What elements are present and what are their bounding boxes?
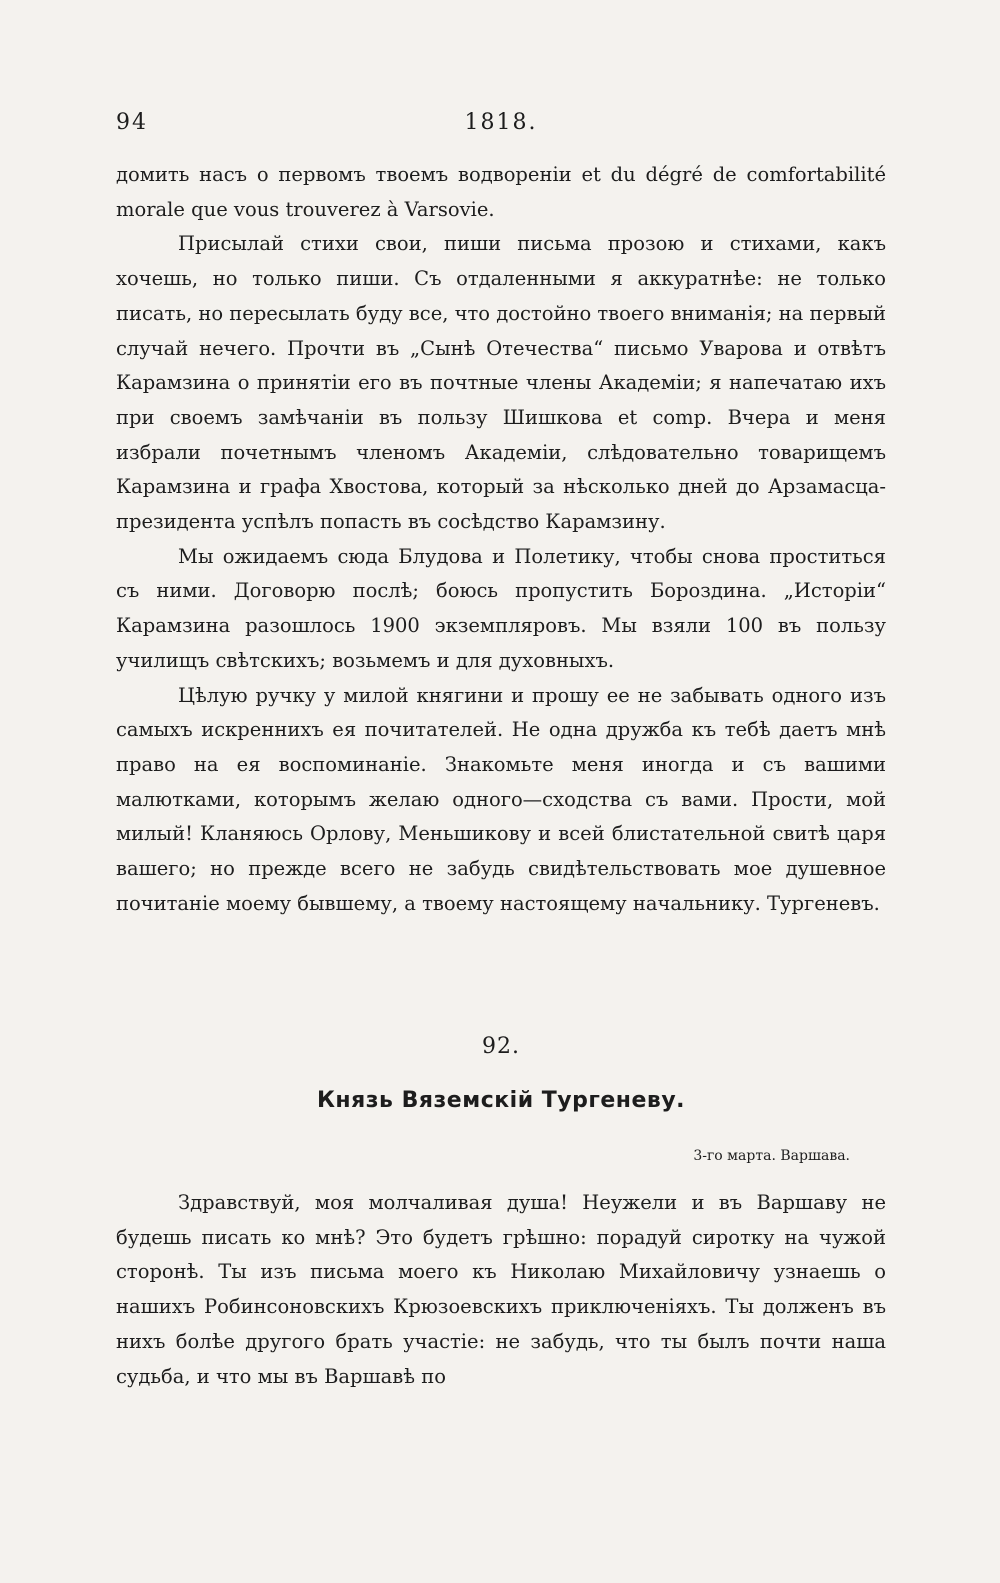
paragraph: Мы ожидаемъ сюда Блудова и Полетику, чтобы снова проститься съ ними. Договорю послѣ; боюсь пропустить Бороздина. „Исторіи“ Карамзина разошлось 1900 экземпляровъ. Мы взяли 100 въ пользу училищъ свѣтскихъ; возьмемъ и для духовныхъ. [116, 544, 886, 672]
running-head-year: 1818. [464, 110, 538, 135]
letter-number: 92. [482, 1034, 520, 1059]
paragraph: Цѣлую ручку у милой княгини и прошу ее не забывать одного изъ самыхъ искреннихъ ея почитателей. Не одна дружба къ тебѣ даетъ мнѣ право на ея воспоминаніе. Знакомьте меня иногда и съ вашими малютками, которымъ желаю одного—сходства съ вами. Прости, мой милый! Кланяюсь Орлову, Меньшикову и всей блистательной свитѣ царя вашего; но прежде всего не забудь свидѣтельствовать мое душевное почитаніе моему бывшему, а твоему настоящему начальнику. Тургеневъ. [116, 683, 886, 915]
letter-title: Князь Вяземскій Тургеневу. [316, 1088, 686, 1113]
paragraph: Здравствуй, моя молчаливая душа! Неужели и въ Варшаву не будешь писать ко мнѣ? Это будетъ грѣшно: порадуй сиротку на чужой сторонѣ. Ты изъ письма моего къ Николаю Михайловичу узнаешь о нашихъ Робинсоновскихъ Крюзоевскихъ приключеніяхъ. Ты долженъ въ нихъ болѣе другого брать участіе: не забудь, что ты былъ почти наша судьба, и что мы въ Варшавѣ по [116, 1191, 886, 1388]
letter-date: 3-го марта. Варшава. [693, 1148, 850, 1164]
paragraph: Присылай стихи свои, пиши письма прозою и стихами, какъ хочешь, но только пиши. Съ отдаленными я аккуратнѣе: не только писать, но пересылать буду все, что достойно твоего вниманія; на первый случай нечего. Прочти въ „Сынѣ Отечества“ письмо Уварова и отвѣтъ Карамзина о принятіи его въ почтные члены Академіи; я напечатаю ихъ при своемъ замѣчаніи въ пользу Шишкова et comp. Вчера и меня избрали почетнымъ членомъ Академіи, слѣдовательно товарищемъ Карамзина и графа Хвостова, который за нѣсколько дней до Арзамасца-президента успѣлъ попасть въ сосѣдство Карамзину. [116, 232, 886, 534]
second-letter-text [116, 1186, 886, 1394]
first-letter-text [116, 158, 886, 921]
paragraph: домить насъ о первомъ твоемъ водвореніи et du dégré de comfortabilité morale que vous trouverez à Varsovie. [116, 163, 886, 221]
page-number: 94 [116, 110, 148, 135]
page-header [116, 110, 886, 144]
